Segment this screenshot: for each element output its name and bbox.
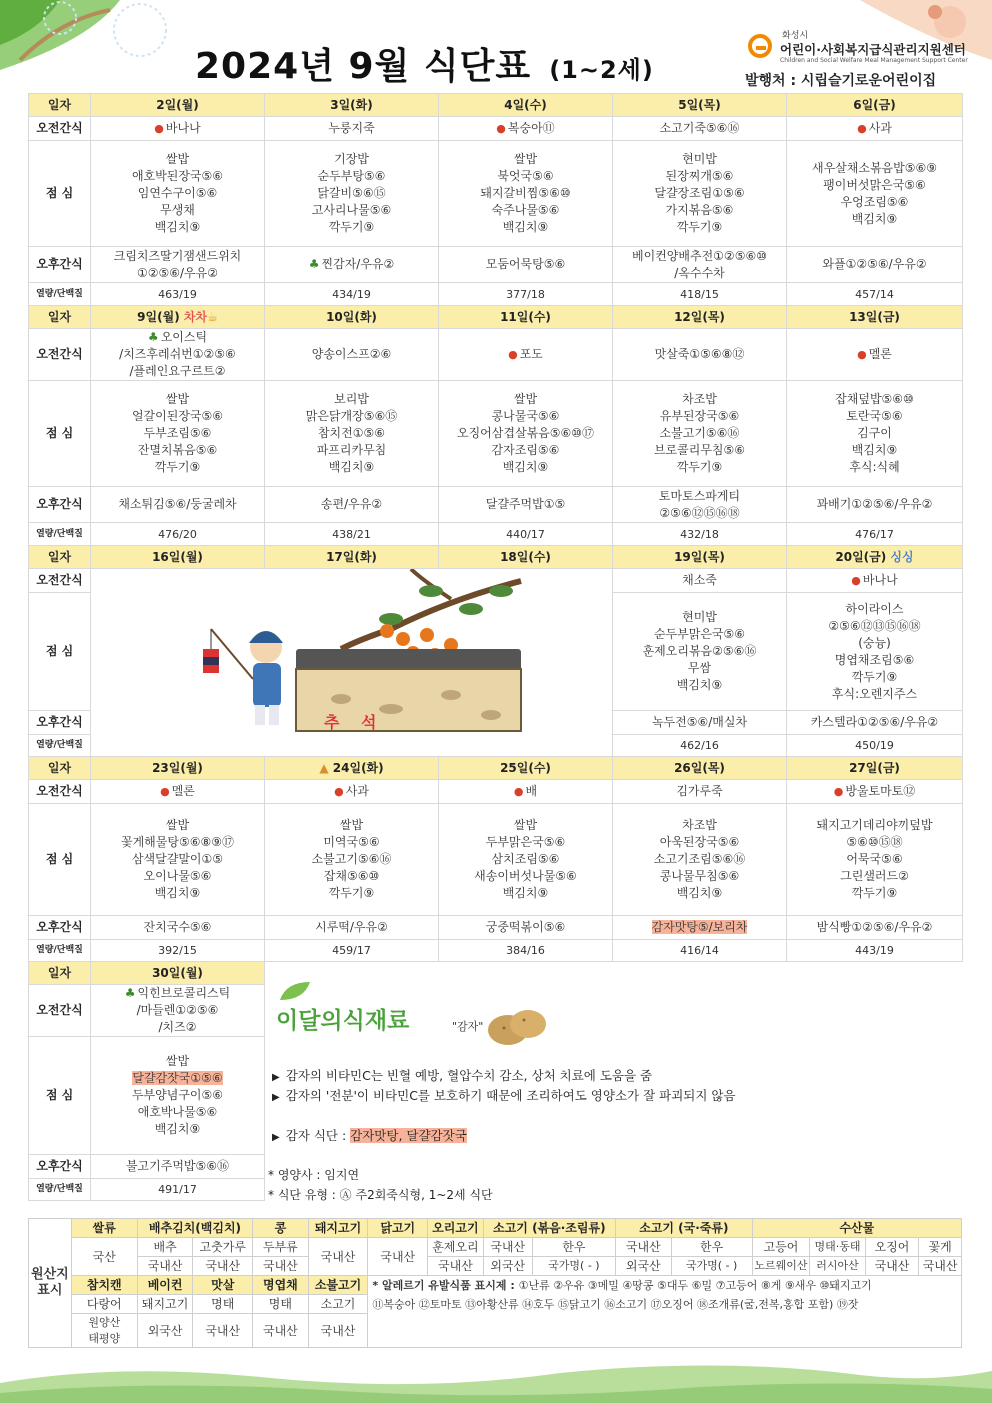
- row-label-am: 오전간식: [29, 117, 91, 141]
- origin-header-cell: 배추김치(백김치): [137, 1219, 252, 1238]
- fresh-tag: 싱싱: [890, 549, 914, 564]
- apple-icon: [857, 347, 869, 361]
- origin-header-cell: 쌀류: [71, 1219, 137, 1238]
- row-label-am: 오전간식: [29, 329, 91, 381]
- lunch-cell: 쌀밥 콩나물국⑤⑥ 오징어삼겹살볶음⑤⑥⑩⑰ 감자조림⑤⑥ 백김치⑨: [439, 381, 613, 487]
- page-subtitle: (1~2세): [549, 56, 654, 84]
- origin-header-cell: 닭고기: [368, 1219, 428, 1238]
- kcal-cell: 462/16: [613, 735, 787, 757]
- origin-header-cell: 참치캔: [71, 1276, 137, 1295]
- chuseok-label: 추 석: [324, 713, 385, 732]
- week3-am-row: [29, 569, 963, 593]
- am-snack-cell: ● 사과: [265, 780, 439, 804]
- pm-snack-cell: 밤식빵①②⑤⑥/우유②: [787, 916, 963, 940]
- origin-value: 국가명( - ): [671, 1257, 752, 1276]
- ingredient-name: "감자": [452, 1020, 484, 1033]
- am-snack-cell: 맛살죽①⑤⑥⑧⑫: [613, 329, 787, 381]
- origin-value: 소고기: [308, 1295, 368, 1314]
- pm-snack-cell: 토마토스파게티 ②⑤⑥⑫⑮⑯⑱: [613, 487, 787, 523]
- kcal-cell: 392/15: [91, 940, 265, 962]
- origin-value: 국산: [71, 1238, 137, 1276]
- date-cell: 5일(목): [613, 94, 787, 117]
- am-snack-cell: ● 방울토마토⑫: [787, 780, 963, 804]
- am-snack-cell: ● 바나나: [787, 569, 963, 593]
- week2-lunch-row: [29, 381, 963, 487]
- row-label-lunch: 점 심: [29, 593, 91, 711]
- origin-header-cell: 콩: [253, 1219, 309, 1238]
- row-label-pm: 오후간식: [29, 247, 91, 283]
- date-cell: 9일(월) 차차☕: [91, 306, 265, 329]
- meal-type: * 식단 유형 : Ⓐ 주2회죽식형, 1~2세 식단: [268, 1188, 493, 1202]
- date-cell: 30일(월): [91, 962, 265, 985]
- row-label-kcal: 열량/단백질: [29, 523, 91, 546]
- row-label-date: 일자: [29, 757, 91, 780]
- origin-value: 국가명( - ): [532, 1257, 615, 1276]
- kcal-cell: 463/19: [91, 283, 265, 306]
- kcal-cell: 432/18: [613, 523, 787, 546]
- lunch-cell: 기장밥 순두부탕⑤⑥ 닭갈비⑤⑥⑮ 고사리나물⑤⑥ 깍두기⑨: [265, 141, 439, 247]
- am-snack-cell: ♣ 익힌브로콜리스틱 /마들렌①②⑤⑥ /치즈②: [91, 985, 265, 1037]
- origin-header-cell: 명엽채: [253, 1276, 309, 1295]
- pm-snack-cell: 채소튀김⑤⑥/둥굴레차: [91, 487, 265, 523]
- logo-org-eng: Children and Social Welfare Meal Management Support Center: [780, 57, 968, 64]
- origin-value: 명태: [253, 1295, 309, 1314]
- origin-header-cell: 수산물: [752, 1219, 961, 1238]
- date-cell: 26일(목): [613, 757, 787, 780]
- pm-snack-cell: 송편/우유②: [265, 487, 439, 523]
- origin-value: 외국산: [137, 1314, 193, 1348]
- broccoli-icon: [148, 330, 161, 344]
- page-title: 2024년 9월 식단표 (1~2세): [195, 46, 654, 87]
- origin-value: 두부류: [253, 1238, 309, 1257]
- kcal-cell: 438/21: [265, 523, 439, 546]
- origin-value: 배추: [137, 1238, 193, 1257]
- lunch-cell: 쌀밥 얼갈이된장국⑤⑥ 두부조림⑤⑥ 잔멸치볶음⑤⑥ 깍두기⑨: [91, 381, 265, 487]
- center-logo: [748, 30, 968, 66]
- leaf-icon: [276, 980, 316, 1004]
- date-cell: 20일(금) 싱싱: [787, 546, 963, 569]
- week4-kcal-row: [29, 940, 963, 962]
- potato-icon: [486, 1004, 548, 1048]
- origin-header-cell: 소고기 (국·죽류): [616, 1219, 753, 1238]
- origin-value: 국내산: [483, 1238, 532, 1257]
- am-snack-cell: 채소죽: [613, 569, 787, 593]
- tea-cup-icon: ☕: [207, 309, 218, 324]
- week4-lunch-row: [29, 804, 963, 916]
- week1-am-row: [29, 117, 963, 141]
- origin-value: 국내산: [253, 1257, 309, 1276]
- row-label-pm: 오후간식: [29, 916, 91, 940]
- week4-pm-row: [29, 916, 963, 940]
- kcal-cell: 384/16: [439, 940, 613, 962]
- lunch-cell: 차조밥 유부된장국⑤⑥ 소불고기⑤⑥⑯ 브로콜리무침⑤⑥ 깍두기⑨: [613, 381, 787, 487]
- lunch-cell: 쌀밥 미역국⑤⑥ 소불고기⑤⑥⑯ 잡채⑤⑥⑩ 깍두기⑨: [265, 804, 439, 916]
- pm-snack-cell: 불고기주먹밥⑤⑥⑯: [91, 1155, 265, 1179]
- ingredient-line-3: ▶ 감자 식단 : 감자맛탕, 달걀감잣국: [272, 1128, 467, 1143]
- date-cell: 6일(금): [787, 94, 963, 117]
- date-cell: 23일(월): [91, 757, 265, 780]
- lunch-cell: 쌀밥 두부맑은국⑤⑥ 삼치조림⑤⑥ 새송이버섯나물⑤⑥ 백김치⑨: [439, 804, 613, 916]
- origin-value: 한우: [532, 1238, 615, 1257]
- origin-value: 국내산: [308, 1314, 368, 1348]
- broccoli-icon: [309, 257, 322, 271]
- week2-date-row: [29, 306, 963, 329]
- am-snack-cell: 소고기죽⑤⑥⑯: [613, 117, 787, 141]
- date-cell-holiday: 17일(화): [265, 546, 439, 569]
- origin-value: 한우: [671, 1238, 752, 1257]
- origin-side-label: 원산지 표시: [29, 1219, 72, 1348]
- date-cell: 2일(월): [91, 94, 265, 117]
- week1-lunch-row: [29, 141, 963, 247]
- origin-value: 명태·동태: [810, 1238, 866, 1257]
- origin-header-cell: 돼지고기: [308, 1219, 368, 1238]
- pm-snack-cell: 와플①②⑤⑥/우유②: [787, 247, 963, 283]
- lunch-cell: 현미밥 된장찌개⑤⑥ 달걀장조림①⑤⑥ 가지볶음⑤⑥ 깍두기⑨: [613, 141, 787, 247]
- lunch-cell: 현미밥 순두부맑은국⑤⑥ 훈제오리볶음②⑤⑥⑯ 무쌈 백김치⑨: [613, 593, 787, 711]
- apple-icon: [334, 784, 346, 798]
- week3-date-row: [29, 546, 963, 569]
- date-cell-holiday: 16일(월): [91, 546, 265, 569]
- nutritionist: * 영양사 : 임지연: [268, 1168, 360, 1182]
- apple-icon: [514, 784, 526, 798]
- week1-date-row: [29, 94, 963, 117]
- origin-header-cell: 맛살: [193, 1276, 253, 1295]
- row-label-kcal: 열량/단백질: [29, 735, 91, 757]
- origin-value: 국내산: [368, 1238, 428, 1276]
- kcal-cell: 476/17: [787, 523, 963, 546]
- lunch-cell: 하이라이스 ②⑤⑥⑫⑬⑮⑯⑱ (숭늉) 명엽채조림⑤⑥ 깍두기⑨ 후식:오렌지주스: [787, 593, 963, 711]
- origin-value: 고등어: [752, 1238, 810, 1257]
- lunch-cell: 보리밥 맑은닭개장⑤⑥⑮ 참치전①⑤⑥ 파프리카무침 백김치⑨: [265, 381, 439, 487]
- pm-snack-cell: 꽈배기①②⑤⑥/우유②: [787, 487, 963, 523]
- origin-value: 다랑어: [71, 1295, 137, 1314]
- apple-icon: [508, 347, 520, 361]
- triangle-icon: ▶: [272, 1092, 280, 1103]
- row-label-am: 오전간식: [29, 985, 91, 1037]
- date-cell: 13일(금): [787, 306, 963, 329]
- row-label-date: 일자: [29, 306, 91, 329]
- date-cell: 3일(화): [265, 94, 439, 117]
- origin-header-cell: 오리고기: [428, 1219, 484, 1238]
- pm-snack-cell: 잔치국수⑤⑥: [91, 916, 265, 940]
- origin-value: 국내산: [137, 1257, 193, 1276]
- tea-tag: 차차: [183, 309, 208, 324]
- origin-value: 원양산 태평양: [71, 1314, 137, 1348]
- am-snack-cell: ● 사과: [787, 117, 963, 141]
- publisher: 발행처 : 시립슬기로운어린이집: [745, 73, 937, 89]
- am-snack-cell: ● 배: [439, 780, 613, 804]
- kcal-cell: 450/19: [787, 735, 963, 757]
- origin-header-cell: 소불고기: [308, 1276, 368, 1295]
- apple-icon: [834, 784, 846, 798]
- row-label-pm: 오후간식: [29, 711, 91, 735]
- origin-header-cell: 소고기 (볶음·조림류): [483, 1219, 615, 1238]
- apple-icon: [154, 121, 166, 135]
- origin-header-cell: 베이컨: [137, 1276, 193, 1295]
- pm-snack-cell: 감자맛탕⑤/보리차: [613, 916, 787, 940]
- date-cell: 27일(금): [787, 757, 963, 780]
- apple-icon: [496, 121, 508, 135]
- am-snack-cell: 양송이스프②⑥: [265, 329, 439, 381]
- date-cell: 4일(수): [439, 94, 613, 117]
- cake-icon: ▲: [319, 760, 329, 775]
- origin-value: 국내산: [308, 1238, 368, 1276]
- kcal-cell: 491/17: [91, 1179, 265, 1201]
- lunch-cell: 잡채덮밥⑤⑥⑩ 토란국⑤⑥ 김구이 백김치⑨ 후식:식혜: [787, 381, 963, 487]
- lunch-cell: 차조밥 아욱된장국⑤⑥ 소고기조림⑤⑥⑯ 콩나물무침⑤⑥ 백김치⑨: [613, 804, 787, 916]
- am-snack-cell: ● 포도: [439, 329, 613, 381]
- date-cell: 10일(화): [265, 306, 439, 329]
- origin-value: 꽃게: [919, 1238, 962, 1257]
- kcal-cell: 416/14: [613, 940, 787, 962]
- week2-am-row: [29, 329, 963, 381]
- origin-value: 명태: [193, 1295, 253, 1314]
- ingredient-title: 이달의식재료: [276, 1008, 410, 1034]
- origin-value: 훈제오리: [428, 1238, 484, 1257]
- pm-snack-cell: 달걀주먹밥①⑤: [439, 487, 613, 523]
- date-cell: 12일(목): [613, 306, 787, 329]
- pm-snack-cell: ♣ 찐감자/우유②: [265, 247, 439, 283]
- row-label-kcal: 열량/단백질: [29, 1179, 91, 1201]
- am-snack-cell: 누룽지죽: [265, 117, 439, 141]
- am-snack-cell: 김가루죽: [613, 780, 787, 804]
- apple-icon: [857, 121, 869, 135]
- kcal-cell: 377/18: [439, 283, 613, 306]
- origin-value: 국내산: [865, 1257, 918, 1276]
- origin-value: 고춧가루: [193, 1238, 253, 1257]
- origin-value: 외국산: [616, 1257, 672, 1276]
- row-label-kcal: 열량/단백질: [29, 283, 91, 306]
- origin-value: 노르웨이산: [752, 1257, 810, 1276]
- broccoli-icon: [125, 986, 138, 1000]
- ingredient-line-2: ▶ 감자의 '전분'이 비타민C를 보호하기 때문에 조리하여도 영양소가 잘 파괴되지 않음: [272, 1088, 736, 1103]
- kcal-cell: 443/19: [787, 940, 963, 962]
- pm-snack-cell: 크림치즈딸기잼샌드위치①②⑤⑥/우유②: [91, 247, 265, 283]
- origin-table: [28, 1218, 962, 1348]
- pm-snack-cell: 녹두전⑤⑥/매실차: [613, 711, 787, 735]
- lunch-cell: 쌀밥 꽃게해물탕⑤⑥⑧⑨⑰ 삼색달걀말이①⑤ 오이나물⑤⑥ 백김치⑨: [91, 804, 265, 916]
- ingredient-badge: [270, 994, 484, 1034]
- origin-value: 국내산: [193, 1257, 253, 1276]
- am-snack-cell: ● 복숭아⑪: [439, 117, 613, 141]
- kcal-cell: 459/17: [265, 940, 439, 962]
- pm-snack-cell: 궁중떡볶이⑤⑥: [439, 916, 613, 940]
- origin-value: 오징어: [865, 1238, 918, 1257]
- date-cell: 19일(목): [613, 546, 787, 569]
- origin-value: 돼지고기: [137, 1295, 193, 1314]
- kcal-cell: 457/14: [787, 283, 963, 306]
- row-label-pm: 오후간식: [29, 487, 91, 523]
- week4-date-row: [29, 757, 963, 780]
- pm-snack-cell: 베이컨양배추전①②⑤⑥⑩ /옥수수차: [613, 247, 787, 283]
- week1-kcal-row: [29, 283, 963, 306]
- date-cell-holiday: 18일(수): [439, 546, 613, 569]
- allergy-notice: * 알레르기 유발식품 표시제 : ①난류 ②우유 ③메밀 ④땅콩 ⑤대두 ⑥밀 ⑦고등어 ⑧게 ⑨새우 ⑩돼지고기 ⑪복숭아 ⑫토마토 ⑬아황산류 ⑭호두 ⑮닭고기 ⑯소고기 ⑰오징어 ⑱조개류(굴,전복,홍합 포함) ⑲잣: [368, 1276, 962, 1348]
- row-label-lunch: 점 심: [29, 381, 91, 487]
- logo-city: 화성시: [782, 31, 809, 41]
- date-cell: 11일(수): [439, 306, 613, 329]
- origin-value: 국내산: [253, 1314, 309, 1348]
- am-snack-cell: ● 바나나: [91, 117, 265, 141]
- row-label-date: 일자: [29, 962, 91, 985]
- pm-snack-cell: 시루떡/우유②: [265, 916, 439, 940]
- pm-snack-cell: 모둠어묵탕⑤⑥: [439, 247, 613, 283]
- lunch-cell: 쌀밥 북엇국⑤⑥ 돼지갈비찜⑤⑥⑩ 숙주나물⑤⑥ 백김치⑨: [439, 141, 613, 247]
- row-label-lunch: 점 심: [29, 141, 91, 247]
- pm-snack-cell: 카스텔라①②⑤⑥/우유②: [787, 711, 963, 735]
- week4-am-row: [29, 780, 963, 804]
- ingredient-of-month: [268, 976, 962, 1216]
- logo-org-name: 어린이·사회복지급식관리지원센터: [780, 42, 966, 57]
- date-cell: 25일(수): [439, 757, 613, 780]
- apple-icon: [160, 784, 172, 798]
- origin-value: 러시아산: [810, 1257, 866, 1276]
- row-label-pm: 오후간식: [29, 1155, 91, 1179]
- row-label-date: 일자: [29, 546, 91, 569]
- center-logo-icon: [748, 34, 772, 58]
- origin-value: 외국산: [483, 1257, 532, 1276]
- kcal-cell: 440/17: [439, 523, 613, 546]
- kcal-cell: 476/20: [91, 523, 265, 546]
- row-label-lunch: 점 심: [29, 804, 91, 916]
- am-snack-cell: ● 멜론: [787, 329, 963, 381]
- apple-icon: [851, 573, 863, 587]
- lunch-cell: 새우살채소볶음밥⑤⑥⑨ 팽이버섯맑은국⑤⑥ 우엉조림⑤⑥ 백김치⑨: [787, 141, 963, 247]
- ingredient-line-1: ▶ 감자의 비타민C는 빈혈 예방, 혈압수치 감소, 상처 치료에 도움을 줌: [272, 1068, 653, 1083]
- origin-value: 국내산: [428, 1257, 484, 1276]
- triangle-icon: ▶: [272, 1072, 280, 1083]
- row-label-kcal: 열량/단백질: [29, 940, 91, 962]
- am-snack-cell: ● 멜론: [91, 780, 265, 804]
- lunch-cell: 쌀밥 달걀감잣국①⑤⑥ 두부양념구이⑤⑥ 애호박나물⑤⑥ 백김치⑨: [91, 1037, 265, 1155]
- origin-value: 국내산: [919, 1257, 962, 1276]
- date-cell: ▲ 24일(화): [265, 757, 439, 780]
- week2-kcal-row: [29, 523, 963, 546]
- chuseok-holiday-cell: [91, 569, 613, 757]
- origin-value: 국내산: [616, 1238, 672, 1257]
- lunch-cell: 쌀밥 애호박된장국⑤⑥ 임연수구이⑤⑥ 무생채 백김치⑨: [91, 141, 265, 247]
- triangle-icon: ▶: [272, 1132, 280, 1143]
- row-label-date: 일자: [29, 94, 91, 117]
- am-snack-cell: ♣ 오이스틱 /치즈후레쉬번①②⑤⑥ /플레인요구르트②: [91, 329, 265, 381]
- week1-pm-row: [29, 247, 963, 283]
- row-label-am: 오전간식: [29, 569, 91, 593]
- lunch-cell: 돼지고기데리야끼덮밥 ⑤⑥⑩⑮⑱ 어묵국⑤⑥ 그린샐러드② 깍두기⑨: [787, 804, 963, 916]
- kcal-cell: 434/19: [265, 283, 439, 306]
- bottom-grass-decoration: [0, 1343, 992, 1403]
- origin-value: 국내산: [193, 1314, 253, 1348]
- week2-pm-row: [29, 487, 963, 523]
- row-label-am: 오전간식: [29, 780, 91, 804]
- row-label-lunch: 점 심: [29, 1037, 91, 1155]
- kcal-cell: 418/15: [613, 283, 787, 306]
